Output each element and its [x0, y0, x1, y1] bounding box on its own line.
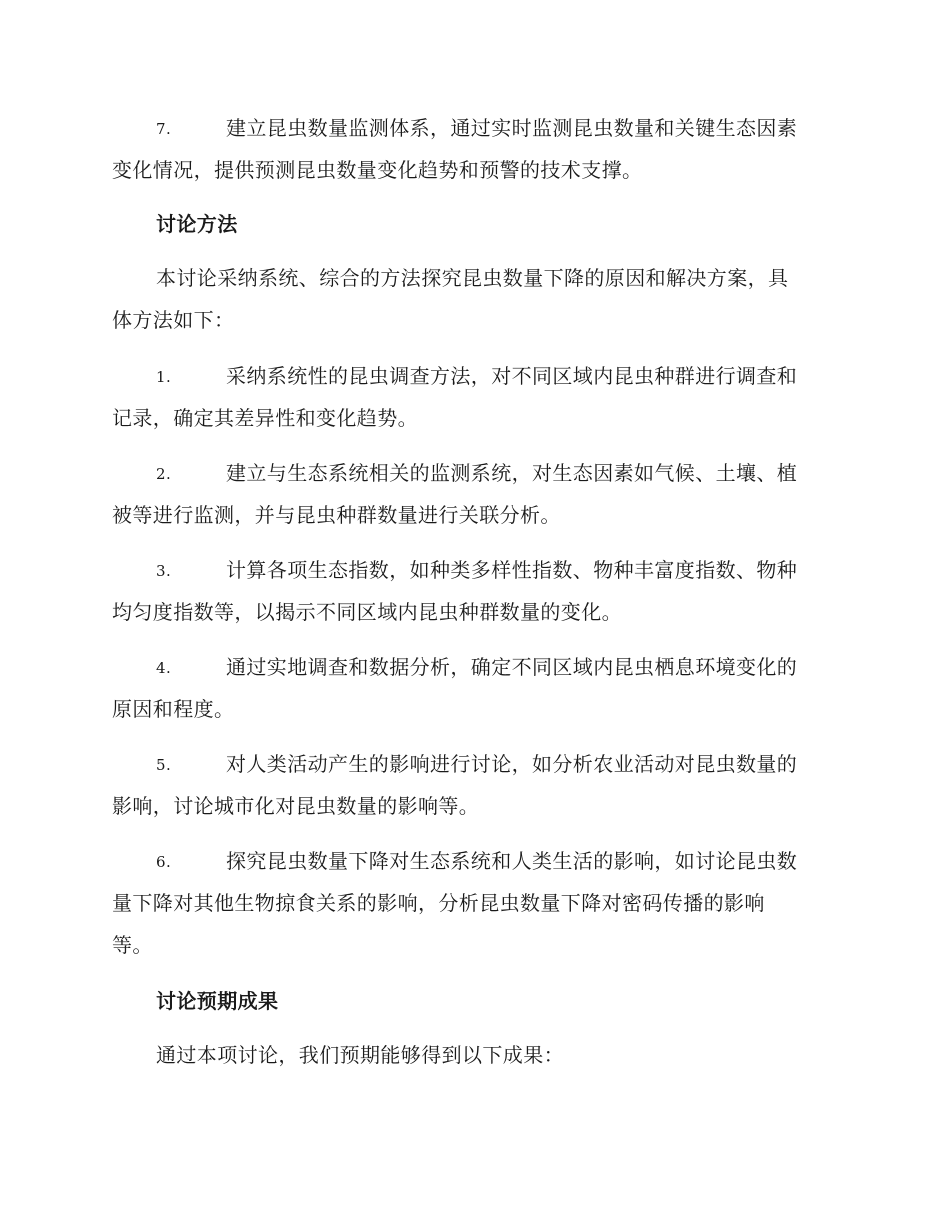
list-item-text: 建立昆虫数量监测体系，通过实时监测昆虫数量和关键生态因素: [226, 116, 798, 140]
list-item-text: 采纳系统性的昆虫调查方法，对不同区域内昆虫种群进行调查和: [226, 364, 798, 388]
list-number: 3.: [156, 562, 172, 580]
methods-intro-line-2: 体方法如下：: [112, 308, 235, 332]
list-item-6-line-2: 量下降对其他生物掠食关系的影响，分析昆虫数量下降对密码传播的影响: [112, 891, 765, 915]
list-item-text: 通过实地调查和数据分析，确定不同区域内昆虫栖息环境变化的: [226, 655, 798, 679]
list-item-7-line-2: 变化情况，提供预测昆虫数量变化趋势和预警的技术支撑。: [112, 158, 643, 182]
list-number: 5.: [156, 756, 172, 774]
section-heading-outcomes: 讨论预期成果: [156, 989, 279, 1013]
list-item-3-line-1: [156, 555, 797, 586]
list-number: 4.: [156, 659, 172, 677]
list-item-1-line-2: 记录，确定其差异性和变化趋势。: [112, 406, 418, 430]
list-item-1-line-1: [156, 361, 797, 392]
list-item-4-line-1: [156, 652, 797, 683]
list-item-2-line-2: 被等进行监测，并与昆虫种群数量进行关联分析。: [112, 503, 561, 527]
list-number: 7.: [156, 120, 172, 138]
list-item-7-line-1: [156, 113, 797, 144]
list-item-4-line-2: 原因和程度。: [112, 697, 235, 721]
list-item-6-line-1: [156, 846, 797, 877]
methods-intro-line-1: 本讨论采纳系统、综合的方法探究昆虫数量下降的原因和解决方案，具: [156, 266, 789, 290]
list-item-text: 计算各项生态指数，如种类多样性指数、物种丰富度指数、物种: [226, 558, 798, 582]
list-item-text: 探究昆虫数量下降对生态系统和人类生活的影响，如讨论昆虫数: [226, 849, 798, 873]
list-number: 1.: [156, 368, 172, 386]
list-item-5-line-2: 影响，讨论城市化对昆虫数量的影响等。: [112, 794, 480, 818]
list-number: 2.: [156, 465, 172, 483]
outcomes-intro: 通过本项讨论，我们预期能够得到以下成果：: [156, 1043, 564, 1067]
list-item-text: 建立与生态系统相关的监测系统，对生态因素如气候、土壤、植: [226, 461, 798, 485]
list-item-2-line-1: [156, 458, 797, 489]
list-item-text: 对人类活动产生的影响进行讨论，如分析农业活动对昆虫数量的: [226, 752, 798, 776]
section-heading-methods: 讨论方法: [156, 212, 238, 236]
list-item-5-line-1: [156, 749, 797, 780]
list-item-3-line-2: 均匀度指数等，以揭示不同区域内昆虫种群数量的变化。: [112, 600, 622, 624]
list-number: 6.: [156, 853, 172, 871]
list-item-6-line-3: 等。: [112, 933, 153, 957]
